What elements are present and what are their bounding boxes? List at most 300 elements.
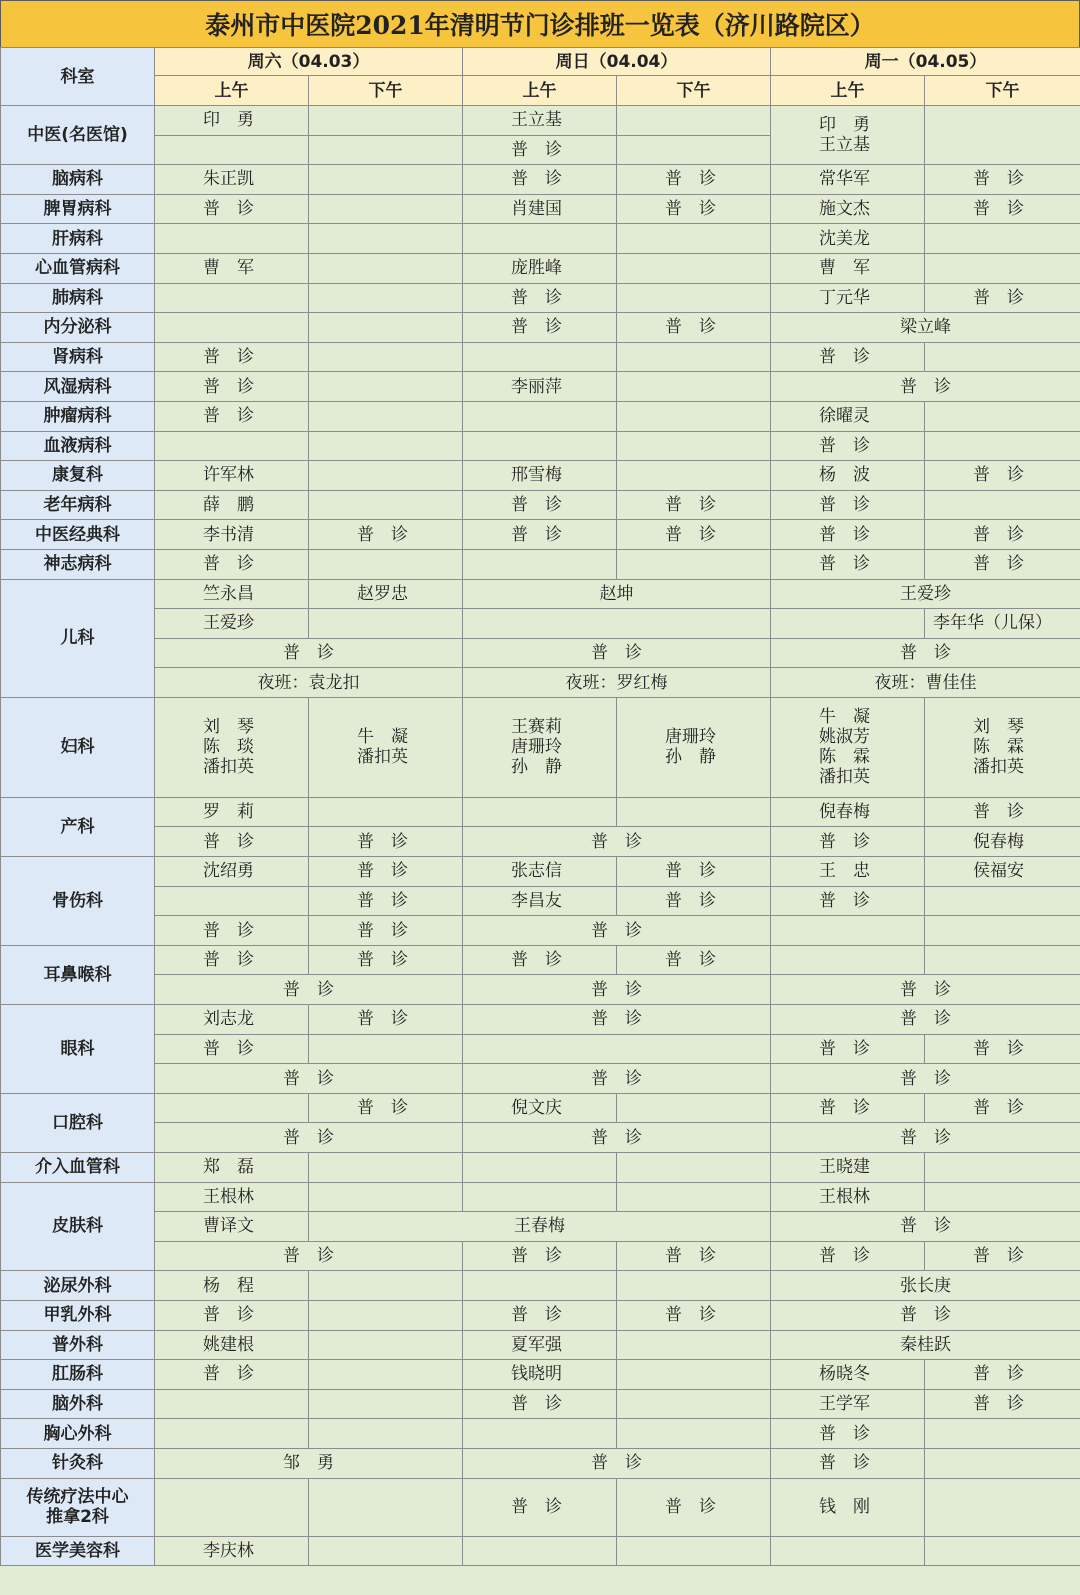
table-row (1, 1300, 1080, 1330)
schedule-cell (771, 1536, 925, 1566)
schedule-cell: 肖建国 (463, 194, 617, 224)
schedule-cell: 普 诊 (771, 1241, 925, 1271)
schedule-cell: 普 诊 (463, 1241, 617, 1271)
table-row (1, 1360, 1080, 1390)
schedule-cell (309, 1182, 463, 1212)
department-cell: 针灸科 (1, 1448, 155, 1478)
schedule-cell: 夜班：罗红梅 (463, 668, 771, 698)
department-cell: 产科 (1, 797, 155, 856)
schedule-cell: 邢雪梅 (463, 461, 617, 491)
schedule-cell: 赵罗忠 (309, 579, 463, 609)
schedule-cell: 普 诊 (771, 342, 925, 372)
department-cell: 介入血管科 (1, 1153, 155, 1183)
schedule-cell (617, 549, 771, 579)
department-cell: 肺病科 (1, 283, 155, 313)
schedule-cell (463, 1419, 617, 1449)
header-dept: 科室 (1, 48, 155, 106)
table-row (1, 886, 1080, 916)
schedule-cell: 普 诊 (771, 1212, 1080, 1242)
schedule-cell: 普 诊 (771, 549, 925, 579)
header-am: 上午 (463, 76, 617, 106)
schedule-cell: 普 诊 (463, 827, 771, 857)
schedule-cell (925, 224, 1080, 254)
schedule-cell: 普 诊 (925, 1389, 1080, 1419)
schedule-cell: 刘 琴 陈 琰 潘扣英 (155, 697, 309, 797)
table-row (1, 609, 1080, 639)
schedule-cell (617, 1153, 771, 1183)
schedule-cell (925, 1153, 1080, 1183)
schedule-cell (309, 106, 463, 136)
schedule-cell: 普 诊 (925, 194, 1080, 224)
schedule-cell (925, 431, 1080, 461)
schedule-cell (463, 1536, 617, 1566)
schedule-cell (617, 1093, 771, 1123)
schedule-cell: 常华军 (771, 165, 925, 195)
department-cell: 脑病科 (1, 165, 155, 195)
department-cell: 泌尿外科 (1, 1271, 155, 1301)
schedule-cell (309, 797, 463, 827)
schedule-cell: 普 诊 (155, 1123, 463, 1153)
schedule-cell: 普 诊 (925, 549, 1080, 579)
schedule-cell (617, 1271, 771, 1301)
schedule-cell (617, 797, 771, 827)
schedule-cell (771, 916, 925, 946)
schedule-cell: 曹 军 (155, 253, 309, 283)
schedule-cell: 普 诊 (771, 372, 1080, 402)
schedule-cell (155, 1093, 309, 1123)
table-row (1, 313, 1080, 343)
schedule-cell: 朱正凯 (155, 165, 309, 195)
department-cell: 风湿病科 (1, 372, 155, 402)
schedule-cell (155, 1419, 309, 1449)
schedule-cell (463, 1182, 617, 1212)
schedule-cell: 普 诊 (925, 283, 1080, 313)
schedule-cell: 邹 勇 (155, 1448, 463, 1478)
schedule-cell (925, 490, 1080, 520)
schedule-cell: 普 诊 (771, 1419, 925, 1449)
table-row (1, 549, 1080, 579)
schedule-cell (463, 797, 617, 827)
table-row (1, 431, 1080, 461)
department-cell: 血液病科 (1, 431, 155, 461)
schedule-cell (617, 342, 771, 372)
table-row (1, 975, 1080, 1005)
table-row (1, 1419, 1080, 1449)
schedule-cell: 普 诊 (309, 945, 463, 975)
schedule-cell: 许军林 (155, 461, 309, 491)
schedule-cell: 普 诊 (155, 549, 309, 579)
schedule-cell (617, 224, 771, 254)
table-row (1, 1330, 1080, 1360)
department-cell: 骨伤科 (1, 857, 155, 946)
schedule-cell: 普 诊 (155, 194, 309, 224)
schedule-body (1, 106, 1080, 1566)
schedule-cell: 普 诊 (155, 945, 309, 975)
schedule-cell: 普 诊 (617, 886, 771, 916)
schedule-cell: 普 诊 (617, 1300, 771, 1330)
schedule-cell (463, 549, 617, 579)
schedule-cell: 王爱珍 (155, 609, 309, 639)
schedule-cell: 普 诊 (771, 431, 925, 461)
table-row (1, 1005, 1080, 1035)
schedule-cell: 普 诊 (155, 372, 309, 402)
schedule-cell: 普 诊 (463, 165, 617, 195)
table-row (1, 401, 1080, 431)
schedule-cell: 普 诊 (463, 1064, 771, 1094)
department-cell: 耳鼻喉科 (1, 945, 155, 1004)
schedule-cell (925, 401, 1080, 431)
schedule-cell: 普 诊 (617, 490, 771, 520)
department-cell: 神志病科 (1, 549, 155, 579)
schedule-cell: 普 诊 (771, 1123, 1080, 1153)
schedule-cell: 普 诊 (155, 638, 463, 668)
schedule-cell (155, 313, 309, 343)
schedule-cell (617, 401, 771, 431)
schedule-cell: 徐曜灵 (771, 401, 925, 431)
schedule-cell: 普 诊 (463, 283, 617, 313)
schedule-cell (617, 283, 771, 313)
schedule-cell: 普 诊 (463, 945, 617, 975)
schedule-cell: 普 诊 (617, 945, 771, 975)
header-pm: 下午 (925, 76, 1080, 106)
table-row (1, 461, 1080, 491)
schedule-cell: 普 诊 (463, 1005, 771, 1035)
schedule-cell (771, 945, 925, 975)
schedule-cell: 普 诊 (771, 1034, 925, 1064)
table-row (1, 1034, 1080, 1064)
schedule-cell (925, 1536, 1080, 1566)
schedule-cell: 普 诊 (463, 1123, 771, 1153)
schedule-cell: 普 诊 (155, 827, 309, 857)
page-title: 泰州市中医院2021年清明节门诊排班一览表（济川路院区） (0, 0, 1080, 48)
table-row (1, 1123, 1080, 1153)
schedule-cell: 夜班：袁龙扣 (155, 668, 463, 698)
department-cell: 口腔科 (1, 1093, 155, 1152)
schedule-cell: 牛 凝 潘扣英 (309, 697, 463, 797)
schedule-cell (617, 372, 771, 402)
schedule-cell: 普 诊 (463, 490, 617, 520)
table-row (1, 916, 1080, 946)
department-cell: 普外科 (1, 1330, 155, 1360)
table-row (1, 1271, 1080, 1301)
schedule-cell: 普 诊 (463, 313, 617, 343)
schedule-cell: 普 诊 (463, 1478, 617, 1536)
schedule-cell (925, 253, 1080, 283)
schedule-cell (925, 1478, 1080, 1536)
table-row (1, 165, 1080, 195)
table-row (1, 1153, 1080, 1183)
schedule-cell (925, 916, 1080, 946)
schedule-cell (309, 313, 463, 343)
schedule-cell: 王根林 (771, 1182, 925, 1212)
schedule-cell: 普 诊 (463, 520, 617, 550)
schedule-cell: 庞胜峰 (463, 253, 617, 283)
schedule-cell: 普 诊 (309, 1093, 463, 1123)
department-cell: 医学美容科 (1, 1536, 155, 1566)
schedule-cell: 张志信 (463, 857, 617, 887)
schedule-cell: 普 诊 (925, 1093, 1080, 1123)
schedule-cell (309, 549, 463, 579)
schedule-cell (463, 401, 617, 431)
schedule-cell: 钱 刚 (771, 1478, 925, 1536)
schedule-cell (155, 1389, 309, 1419)
schedule-cell: 普 诊 (155, 1300, 309, 1330)
schedule-cell: 普 诊 (771, 1093, 925, 1123)
department-cell: 脑外科 (1, 1389, 155, 1419)
schedule-cell: 普 诊 (463, 1448, 771, 1478)
schedule-cell: 钱晓明 (463, 1360, 617, 1390)
schedule-cell: 普 诊 (925, 1034, 1080, 1064)
schedule-cell (309, 1271, 463, 1301)
schedule-cell (463, 1034, 771, 1064)
department-cell: 中医(名医馆) (1, 106, 155, 165)
schedule-cell: 普 诊 (155, 1064, 463, 1094)
schedule-cell: 沈美龙 (771, 224, 925, 254)
table-row (1, 1478, 1080, 1536)
schedule-cell: 唐珊玲 孙 静 (617, 697, 771, 797)
schedule-cell: 曹 军 (771, 253, 925, 283)
schedule-cell (309, 1300, 463, 1330)
schedule-cell: 普 诊 (155, 1360, 309, 1390)
schedule-cell: 王爱珍 (771, 579, 1080, 609)
schedule-cell: 普 诊 (771, 1005, 1080, 1035)
table-row (1, 797, 1080, 827)
schedule-cell (463, 431, 617, 461)
schedule-cell: 普 诊 (309, 827, 463, 857)
department-cell: 甲乳外科 (1, 1300, 155, 1330)
schedule-cell: 普 诊 (925, 797, 1080, 827)
table-row (1, 372, 1080, 402)
schedule-cell: 倪春梅 (771, 797, 925, 827)
schedule-cell (309, 224, 463, 254)
schedule-cell: 普 诊 (771, 490, 925, 520)
schedule-cell: 杨 波 (771, 461, 925, 491)
schedule-cell (309, 431, 463, 461)
schedule-cell: 普 诊 (925, 1241, 1080, 1271)
schedule-cell (309, 1330, 463, 1360)
header-am: 上午 (771, 76, 925, 106)
table-row (1, 579, 1080, 609)
department-cell: 妇科 (1, 697, 155, 797)
schedule-cell (925, 1419, 1080, 1449)
schedule-cell: 王根林 (155, 1182, 309, 1212)
schedule-cell (925, 945, 1080, 975)
table-row (1, 224, 1080, 254)
table-row (1, 490, 1080, 520)
schedule-cell: 曹译文 (155, 1212, 309, 1242)
schedule-cell (925, 1448, 1080, 1478)
table-row (1, 106, 1080, 136)
department-cell: 肝病科 (1, 224, 155, 254)
schedule-cell: 普 诊 (771, 638, 1080, 668)
schedule-cell: 刘志龙 (155, 1005, 309, 1035)
schedule-cell (925, 342, 1080, 372)
schedule-cell (155, 135, 309, 165)
header-day-mon: 周一（04.05） (771, 48, 1080, 76)
schedule-cell: 印 勇 (155, 106, 309, 136)
schedule-cell (925, 886, 1080, 916)
table-row (1, 1093, 1080, 1123)
schedule-cell: 普 诊 (463, 1389, 617, 1419)
table-row (1, 194, 1080, 224)
schedule-cell: 普 诊 (309, 1005, 463, 1035)
schedule-cell (617, 461, 771, 491)
schedule-cell (155, 1478, 309, 1536)
department-cell: 心血管病科 (1, 253, 155, 283)
schedule-cell: 普 诊 (617, 313, 771, 343)
schedule-cell: 夜班：曹佳佳 (771, 668, 1080, 698)
header-day-sun: 周日（04.04） (463, 48, 771, 76)
table-row (1, 520, 1080, 550)
table-row (1, 1182, 1080, 1212)
schedule-cell: 杨晓冬 (771, 1360, 925, 1390)
schedule-cell (925, 106, 1080, 165)
schedule-cell: 刘 琴 陈 霖 潘扣英 (925, 697, 1080, 797)
department-cell: 眼科 (1, 1005, 155, 1094)
schedule-cell: 普 诊 (155, 401, 309, 431)
table-row (1, 1064, 1080, 1094)
schedule-cell: 普 诊 (617, 520, 771, 550)
schedule-cell (309, 401, 463, 431)
schedule-cell (309, 1153, 463, 1183)
schedule-cell (617, 135, 771, 165)
schedule-cell: 普 诊 (309, 520, 463, 550)
schedule-cell (309, 283, 463, 313)
schedule-cell (771, 609, 925, 639)
schedule-cell: 王赛莉 唐珊玲 孙 静 (463, 697, 617, 797)
schedule-cell (463, 1271, 617, 1301)
schedule-cell (309, 342, 463, 372)
schedule-cell: 杨 程 (155, 1271, 309, 1301)
department-cell: 肿瘤病科 (1, 401, 155, 431)
table-row (1, 638, 1080, 668)
schedule-cell: 普 诊 (617, 1478, 771, 1536)
schedule-cell: 普 诊 (309, 916, 463, 946)
schedule-cell (309, 1389, 463, 1419)
table-row (1, 827, 1080, 857)
schedule-cell: 普 诊 (617, 194, 771, 224)
schedule-cell: 王学军 (771, 1389, 925, 1419)
schedule-cell (309, 135, 463, 165)
schedule-cell: 普 诊 (155, 975, 463, 1005)
schedule-cell: 普 诊 (771, 520, 925, 550)
table-row (1, 283, 1080, 313)
schedule-cell (309, 1419, 463, 1449)
table-row (1, 1212, 1080, 1242)
schedule-cell: 普 诊 (771, 975, 1080, 1005)
schedule-cell (463, 1153, 617, 1183)
schedule-cell: 倪春梅 (925, 827, 1080, 857)
schedule-cell (155, 886, 309, 916)
schedule-cell (309, 1478, 463, 1536)
department-cell: 肛肠科 (1, 1360, 155, 1390)
schedule-cell: 罗 莉 (155, 797, 309, 827)
schedule-cell: 沈绍勇 (155, 857, 309, 887)
schedule-cell: 普 诊 (771, 827, 925, 857)
schedule-cell: 普 诊 (771, 1300, 1080, 1330)
schedule-cell (309, 1536, 463, 1566)
schedule-cell: 王立基 (463, 106, 617, 136)
schedule-cell: 普 诊 (463, 916, 771, 946)
table-row (1, 668, 1080, 698)
schedule-cell: 赵坤 (463, 579, 771, 609)
schedule-cell (309, 165, 463, 195)
department-cell: 老年病科 (1, 490, 155, 520)
schedule-cell: 普 诊 (463, 975, 771, 1005)
schedule-cell (617, 253, 771, 283)
schedule-cell: 普 诊 (771, 1064, 1080, 1094)
schedule-cell: 王晓建 (771, 1153, 925, 1183)
schedule-cell: 普 诊 (463, 135, 617, 165)
department-cell: 传统疗法中心 推拿2科 (1, 1478, 155, 1536)
schedule-cell (617, 1182, 771, 1212)
header-am: 上午 (155, 76, 309, 106)
table-row (1, 1536, 1080, 1566)
schedule-cell: 李庆林 (155, 1536, 309, 1566)
schedule-cell (309, 490, 463, 520)
schedule-cell (463, 342, 617, 372)
schedule-cell: 侯福安 (925, 857, 1080, 887)
schedule-cell: 张长庚 (771, 1271, 1080, 1301)
schedule-cell (463, 609, 771, 639)
header-pm: 下午 (309, 76, 463, 106)
schedule-cell: 李书清 (155, 520, 309, 550)
table-row (1, 1389, 1080, 1419)
department-cell: 胸心外科 (1, 1419, 155, 1449)
schedule-cell (617, 106, 771, 136)
schedule-table (0, 47, 1080, 1566)
schedule-cell (309, 461, 463, 491)
schedule-cell: 夏军强 (463, 1330, 617, 1360)
schedule-cell (925, 1182, 1080, 1212)
schedule-cell: 普 诊 (925, 520, 1080, 550)
schedule-cell: 施文杰 (771, 194, 925, 224)
schedule-cell (463, 224, 617, 254)
schedule-cell (309, 372, 463, 402)
schedule-cell (617, 1419, 771, 1449)
table-row (1, 1241, 1080, 1271)
schedule-cell: 普 诊 (309, 857, 463, 887)
schedule-cell: 倪文庆 (463, 1093, 617, 1123)
table-row (1, 697, 1080, 797)
department-cell: 脾胃病科 (1, 194, 155, 224)
schedule-cell: 李昌友 (463, 886, 617, 916)
department-cell: 康复科 (1, 461, 155, 491)
schedule-cell: 王春梅 (309, 1212, 771, 1242)
schedule-cell: 普 诊 (771, 1448, 925, 1478)
table-row (1, 342, 1080, 372)
department-cell: 内分泌科 (1, 313, 155, 343)
schedule-cell (309, 1360, 463, 1390)
department-cell: 皮肤科 (1, 1182, 155, 1271)
department-cell: 儿科 (1, 579, 155, 697)
schedule-cell (617, 431, 771, 461)
schedule-cell (309, 1034, 463, 1064)
schedule-cell (617, 1536, 771, 1566)
schedule-cell: 印 勇 王立基 (771, 106, 925, 165)
schedule-cell (155, 431, 309, 461)
schedule-cell (309, 253, 463, 283)
header-pm: 下午 (617, 76, 771, 106)
department-cell: 肾病科 (1, 342, 155, 372)
schedule-cell: 普 诊 (617, 1241, 771, 1271)
schedule-cell: 普 诊 (309, 886, 463, 916)
schedule-cell: 姚建根 (155, 1330, 309, 1360)
schedule-cell: 梁立峰 (771, 313, 1080, 343)
schedule-cell (309, 609, 463, 639)
schedule-cell: 普 诊 (617, 165, 771, 195)
schedule-cell: 李年华（儿保） (925, 609, 1080, 639)
